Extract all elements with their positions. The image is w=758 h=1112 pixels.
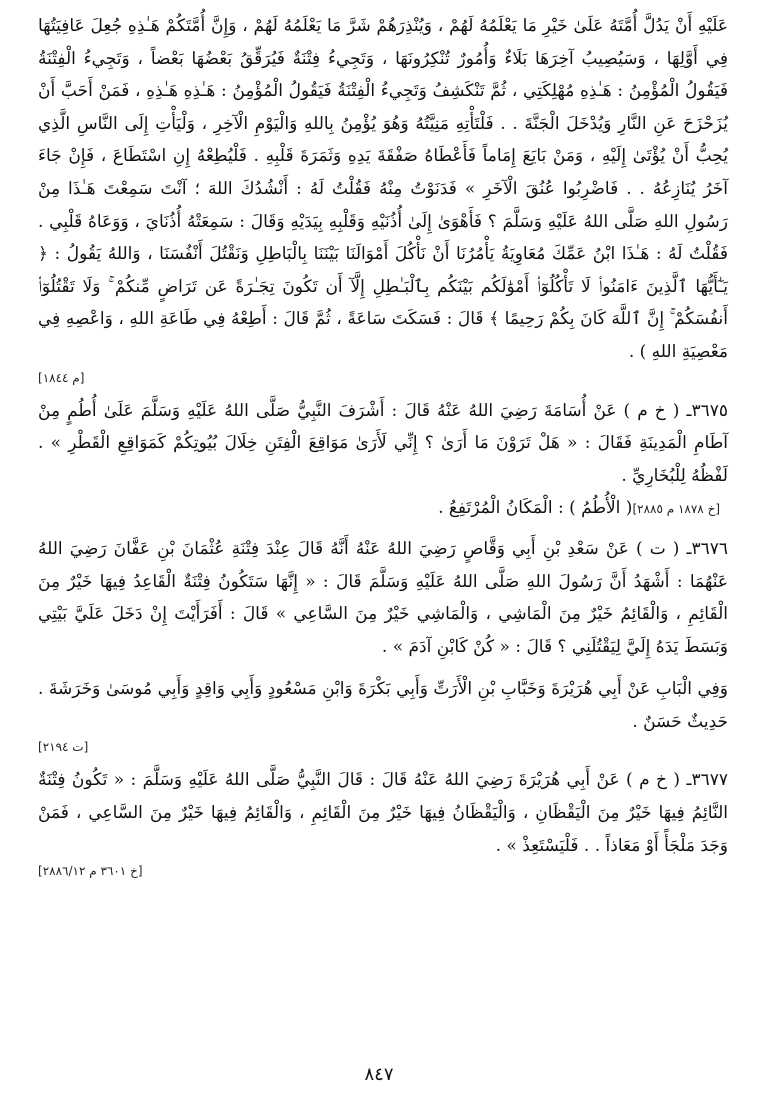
page-number: ٨٤٧ <box>364 1064 394 1085</box>
reference-3676: [ت ٢١٩٤] <box>38 740 89 755</box>
hadith-3675-gloss: ( الْأُطُمُ ) : الْمَكَانُ الْمُرْتَفِعُ . <box>438 498 633 519</box>
reference-3677: [خ ٣٦٠١ م ٢٨٨٦/١٢] <box>38 864 143 879</box>
document-page <box>38 10 728 1070</box>
hadith-continuation-text: عَلَيْهِ أَنْ يَدُلَّ أُمَّتَهُ عَلَىٰ خَيْرِ مَا يَعْلَمُهُ لَهُمْ ، وَيُنْذِرَهُمْ شَرَّ مَا يَعْلَمُهُ لَهُمْ ، وَإِنَّ أُمَّتَكُمْ هَـٰذِهِ جُعِلَ عَافِيَتُهَا فِي أَوَّلِهَا ، وَسَيُصِيبُ آخِرَهَا بَلَاءٌ وَأُمُورٌ تُنْكِرُونَهَا ، وَتَجِيءُ فِتْنَةٌ فَيُرَقِّقُ بَعْضُهَا بَعْضاً ، وَتَجِيءُ الْفِتْنَةُ فَيَقُولُ الْمُؤْمِنُ : هَـٰذِهِ مُهْلِكَتِي ، ثُمَّ تَنْكَشِفُ وَتَجِيءُ الْفِتْنَةُ فَيَقُولُ الْمُؤْمِنُ : هَـٰذِهِ هَـٰذِهِ ، فَمَنْ أَحَبَّ أَنْ يُزَحْزَحَ عَنِ النَّارِ وَيُدْخَلَ الْجَنَّةَ . . فَلْتَأْتِهِ مَنِيَّتُهُ وَهُوَ يُؤْمِنُ بِاللهِ وَالْيَوْمِ الْآخِرِ ، وَلْيَأْتِ إِلَى النَّاسِ الَّذِي يُحِبُّ أَنْ يُؤْتَىٰ إِلَيْهِ ، وَمَنْ بَايَعَ إِمَاماً فَأَعْطَاهُ صَفْقَةَ يَدِهِ وَثَمَرَةَ قَلْبِهِ . فَلْيُطِعْهُ إِنِ اسْتَطَاعَ ، فَإِنْ جَاءَ آخَرُ يُنَازِعُهُ . . فَاضْرِبُوا عُنُقَ الْآخَرِ » فَدَنَوْتُ مِنْهُ فَقُلْتُ لَهُ : أَنْشُدُكَ اللهَ ؛ آنْتَ سَمِعْتَ هَـٰذَا مِنْ رَسُولِ اللهِ صَلَّى اللهُ عَلَيْهِ وَسَلَّمَ ؟ فَأَهْوَىٰ إِلَىٰ أُذُنَيْهِ وَقَلْبِهِ بِيَدَيْهِ وَقَالَ : سَمِعَتْهُ أُذُنَايَ ، وَوَعَاهُ قَلْبِي . فَقُلْتُ لَهُ : هَـٰذَا ابْنُ عَمِّكَ مُعَاوِيَةُ يَأْمُرُنَا أَنْ نَأْكُلَ أَمْوَالَنَا بَيْنَنَا بِالْبَاطِلِ وَنَقْتُلَ أَنْفُسَنَا ، وَاللهُ يَقُولُ : ﴿ يَـٰٓأَيُّهَا ٱلَّذِينَ ءَامَنُوا۟ لَا تَأْكُلُوٓا۟ أَمْوَٰلَكُم بَيْنَكُم بِٱلْبَـٰطِلِ إِلَّآ أَن تَكُونَ تِجَـٰرَةً عَن تَرَاضٍ مِّنكُمْ ۚ وَلَا تَقْتُلُوٓا۟ أَنفُسَكُمْ ۚ إِنَّ ٱللَّهَ كَانَ بِكُمْ رَحِيمًا ﴾ قَالَ : فَسَكَتَ سَاعَةً ، ثُمَّ قَالَ : أَطِعْهُ فِي طَاعَةِ اللهِ ، وَاعْصِهِ فِي مَعْصِيَةِ اللهِ ) . <box>38 16 728 362</box>
hadith-3675-text: ٣٦٧٥ـ ( خ م ) عَنْ أُسَامَةَ رَضِيَ اللهُ عَنْهُ قَالَ : أَشْرَفَ النَّبِيُّ صَلَّى اللهُ عَلَيْهِ وَسَلَّمَ عَلَىٰ أُطُمٍ مِنْ آطَامِ الْمَدِينَةِ فَقَالَ : « هَلْ تَرَوْنَ مَا أَرَىٰ ؟ إِنِّي لَأَرَىٰ مَوَاقِعَ الْفِتَنِ خِلَالَ بُيُوتِكُمْ كَمَوَاقِعِ الْقَطْرِ » . لَفْظُهُ لِلْبُخَارِيِّ . <box>38 400 728 486</box>
hadith-3675-gloss-row <box>38 492 728 525</box>
hadith-3677-text: ٣٦٧٧ـ ( خ م ) عَنْ أَبِي هُرَيْرَةَ رَضِيَ اللهُ عَنْهُ قَالَ : قَالَ النَّبِيُّ صَلَّى اللهُ عَلَيْهِ وَسَلَّمَ : « تَكُونُ فِتْنَةٌ النَّائِمُ فِيهَا خَيْرٌ مِنَ الْيَقْظَانِ ، وَالْيَقْظَانُ فِيهَا خَيْرٌ مِنَ الْقَائِمِ ، وَالْقَائِمُ فِيهَا خَيْرٌ مِنَ السَّاعِي ، فَمَنْ وَجَدَ مَلْجَأً أَوْ مَعَاذاً . . فَلْيَسْتَعِذْ » . <box>38 770 728 856</box>
reference-muslim-1844: [م ١٨٤٤] <box>38 370 85 385</box>
hadith-3676-text: ٣٦٧٦ـ ( ت ) عَنْ سَعْدِ بْنِ أَبِي وَقَّاصٍ رَضِيَ اللهُ عَنْهُ أَنَّهُ قَالَ عِنْدَ فِتْنَةِ عُثْمَانَ بْنِ عَفَّانَ رَضِيَ اللهُ عَنْهُمَا : أَشْهَدُ أَنَّ رَسُولَ اللهِ صَلَّى اللهُ عَلَيْهِ وَسَلَّمَ قَالَ : « إِنَّهَا سَتَكُونُ فِتْنَةٌ الْقَاعِدُ فِيهَا خَيْرٌ مِنَ الْقَائِمِ ، وَالْقَائِمُ خَيْرٌ مِنَ الْمَاشِي ، وَالْمَاشِي خَيْرٌ مِنَ السَّاعِي » قَالَ : أَفَرَأَيْتَ إِنْ دَخَلَ عَلَيَّ بَيْتِي وَبَسَطَ يَدَهُ إِلَيَّ لِيَقْتُلَنِي ؟ قَالَ : « كُنْ كَابْنِ آدَمَ » . <box>38 538 728 657</box>
reference-3675: [خ ١٨٧٨ م ٢٨٨٥] <box>632 502 720 517</box>
hadith-3676-bab-text: وَفِي الْبَابِ عَنْ أَبِي هُرَيْرَةَ وَخَبَّابِ بْنِ الْأَرَتِّ وَأَبِي بَكْرَةَ وَابْنِ مَسْعُودٍ وَأَبِي وَاقِدٍ وَأَبِي مُوسَىٰ وَخَرَشَةَ . حَدِيثٌ حَسَنٌ . <box>38 679 728 732</box>
